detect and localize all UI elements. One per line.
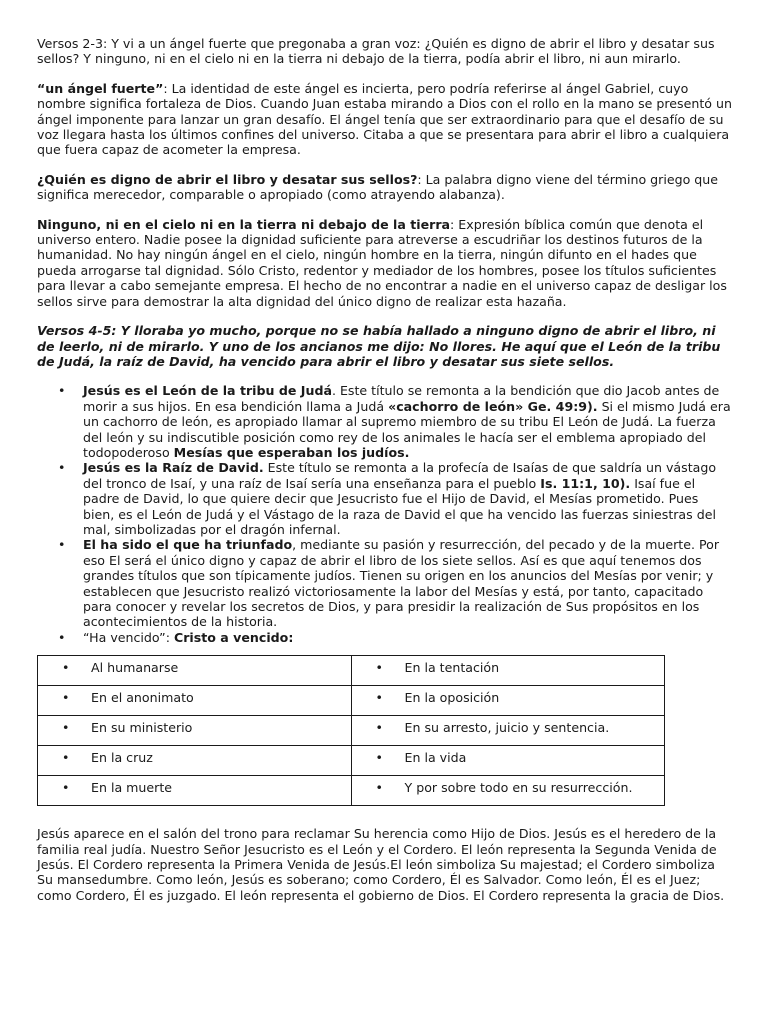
cell-text: • En la oposición: [404, 690, 500, 706]
term-heading: “un ángel fuerte”: [37, 80, 164, 96]
cell-text: • En su arresto, juicio y sentencia.: [404, 720, 610, 736]
bullet-title: El ha sido el que ha triunfado: [83, 537, 293, 553]
term-explanation: : La palabra digno viene del término griego que significa merecedor, comparable o apropiado (como atrayendo alabanza).: [37, 171, 719, 203]
table-cell: [351, 686, 665, 716]
bullet-title: Cristo a vencido:: [173, 629, 294, 645]
cell-text: • Y por sobre todo en su resurrección.: [404, 780, 633, 796]
table-cell: [351, 746, 665, 776]
term-explanation: : Expresión bíblica común que denota el universo entero. Nadie posee la dignidad suficiente para atreverse a escudriñar los destinos futuros de la humanidad. No hay ningún ángel en el cielo, ningún hombre en la tierra, ningún difunto en el hades que pueda arrogarse tal dignidad. Sólo Cristo, redentor y mediador de los hombres, posee los títulos suficientes para llevar a cabo semejante empresa. El hecho de no encontrar a nadie en el universo capaz de desligar los sellos sirve para demostrar la alta dignidad del único digno de realizar esta hazaña.: [37, 216, 727, 309]
bullet-text: , mediante su pasión y resurrección, del pecado y de la muerte. Por eso El será el único digno y capaz de abrir el libro de los siete sellos. Así es que aquí tenemos dos grandes títulos que son típicamente judíos. Tienen su origen en los anuncios del Mesías por venir; y establecen que Jesucristo realizó victoriosamente la labor del Mesías y está, por tanto, capacitado para conocer y revelar los secretos de Dios, y para presidir la realización de Sus propósitos en los acontecimientos de la historia.: [83, 537, 719, 630]
verse-text: : Y vi a un ángel fuerte que pregonaba a gran voz: ¿Quién es digno de abrir el libro y desatar sus sellos? Y ninguno, ni en el cielo ni en la tierra ni debajo de la tierra, podía abrir el libro, ni aun mirarlo.: [37, 36, 715, 67]
table-row: [38, 776, 665, 806]
table-cell: [38, 746, 352, 776]
table-row: [38, 746, 665, 776]
table-cell: [351, 776, 665, 806]
scripture-reference: «cachorro de león» Ge. 49:9).: [388, 398, 598, 414]
paragraph-versos-2-3: [37, 36, 732, 67]
bullet-text: Este título se remonta a la profecía de Isaías de que saldría un vástago del tronco de Isaí, y una raíz de Isaí sería una enseñanza para el pueblo: [83, 460, 717, 491]
cell-text: • En la muerte: [91, 780, 173, 796]
term-heading: ¿Quién es digno de abrir el libro y desatar sus sellos?: [37, 171, 418, 187]
cell-text: • En la cruz: [91, 750, 153, 766]
table-row: [38, 716, 665, 746]
paragraph-ninguno: [37, 217, 732, 309]
list-item-leon-de-juda: [83, 383, 732, 460]
bullet-quote: “Ha vencido”:: [83, 629, 174, 645]
list-item-raiz-de-david: [83, 460, 732, 537]
cell-text: • En el anonimato: [91, 690, 194, 706]
cell-text: • En la tentación: [404, 660, 500, 676]
table-row: [38, 656, 665, 686]
paragraph-angel-fuerte: [37, 81, 732, 158]
scripture-reference: Is. 11:1, 10).: [540, 475, 631, 491]
term-explanation: : La identidad de este ángel es incierta, pero podría referirse al ángel Gabriel, cuyo nombre significa fortaleza de Dios. Cuando Juan estaba mirando a Dios con el rollo en la mano se presentó un ángel imponente para lanzar un gran desafío. El ángel tenía que ser extraordinario para que el desafío de su voz llegara hasta los últimos confines del universo. Citaba a que se presentara para abrir el libro a cualquiera que fuera capaz de acometer la empresa.: [37, 80, 732, 158]
paragraph-quien-es-digno: [37, 172, 732, 203]
table-cell: [351, 716, 665, 746]
victories-table: [37, 655, 665, 806]
list-item-ha-vencido: [83, 630, 732, 645]
verse-reference: Versos 2-3: [37, 36, 103, 51]
cell-text: • En su ministerio: [91, 720, 193, 736]
paragraph-versos-4-5: Versos 4-5: Y lloraba yo mucho, porque no se había hallado a ninguno digno de abrir el libro, ni de leerlo, ni de mirarlo. Y uno de los ancianos me dijo: No llores. He aquí que el León de la tribu de Judá, la raíz de David, ha vencido para abrir el libro y desatar sus siete sellos.: [37, 323, 721, 369]
bullet-emphasis: Mesías que esperaban los judíos.: [173, 444, 410, 460]
paragraph-closing: Jesús aparece en el salón del trono para reclamar Su herencia como Hijo de Dios. Jesús es el heredero de la familia real judía. Nuestro Señor Jesucristo es el León y el Cordero. El león representa la Segunda Venida de Jesús. El Cordero representa la Primera Venida de Jesús.El león simboliza Su majestad; el Cordero simboliza Su mansedumbre. Como león, Jesús es soberano; como Cordero, Él es Salvador. Como león, Él es el Juez; como Cordero, Él es juzgado. El león representa el gobierno de Dios. El Cordero representa la gracia de Dios.: [37, 826, 725, 903]
term-heading: Ninguno, ni en el cielo ni en la tierra ni debajo de la tierra: [37, 216, 451, 232]
table-cell: [38, 716, 352, 746]
list-item-ha-triunfado: [83, 537, 732, 629]
bullet-text: Si el mismo Judá era un cachorro de león, es apropiado llamar al supremo miembro de su tribu El León de Judá. La fuerza del león y su indiscutible posición como rey de los animales le hacía ser el emblema apropiado del todopoderoso: [83, 398, 731, 460]
table-cell: [38, 686, 352, 716]
cell-text: • Al humanarse: [91, 660, 179, 676]
bullet-list: [37, 383, 732, 645]
bullet-text: . Este título se remonta a la bendición que dio Jacob antes de morir a sus hijos. En esa bendición llama a Judá: [83, 383, 720, 414]
table-cell: [351, 656, 665, 686]
table-cell: [38, 776, 352, 806]
table-cell: [38, 656, 352, 686]
bullet-text: Isaí fue el padre de David, lo que quiere decir que Jesucristo fue el Hijo de David, el Mesías prometido. Pues bien, es el León de Judá y el Vástago de la raza de David el que ha vencido las fuerzas siniestras del mal, simbolizadas por el dragón infernal.: [83, 475, 716, 537]
bullet-title: Jesús es el León de la tribu de Judá: [83, 383, 332, 399]
table-row: [38, 686, 665, 716]
cell-text: • En la vida: [404, 750, 467, 766]
bullet-title: Jesús es la Raíz de David.: [83, 460, 264, 476]
